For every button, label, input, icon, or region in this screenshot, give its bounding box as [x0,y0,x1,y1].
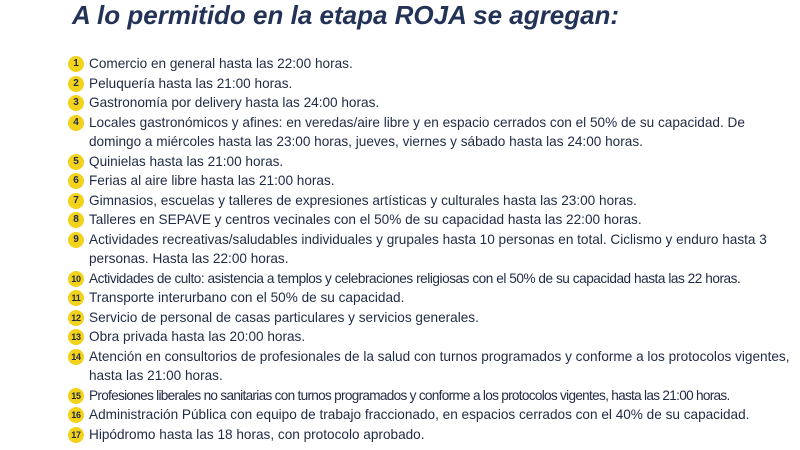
number-badge: 2 [68,76,84,92]
number-badge: 12 [68,310,84,326]
list-item [68,308,793,328]
item-text: Servicio de personal de casas particulares y servicios generales. [89,309,479,325]
list-item [68,230,793,269]
list-item [68,347,793,386]
item-text: Talleres en SEPAVE y centros vecinales con el 50% de su capacidad hasta las 22:00 horas. [89,212,642,227]
number-badge: 3 [68,95,84,111]
number-badge: 17 [68,427,84,443]
item-text: Actividades de culto: asistencia a templos y celebraciones religiosas con el 50% de su capacidad hasta las 22 horas. [89,270,741,286]
list-item [68,405,793,425]
list-item [68,386,793,406]
list-item [68,113,793,152]
list-item [68,210,793,230]
item-text: Comercio en general hasta las 22:00 horas. [89,56,353,71]
item-text: Peluquería hasta las 21:00 horas. [89,75,293,91]
list-item [68,152,793,172]
number-badge: 9 [68,232,84,248]
list-item [68,425,793,445]
list-item [68,288,793,308]
item-text: Quinielas hasta las 21:00 horas. [89,153,284,169]
item-text: Actividades recreativas/saludables individuales y grupales hasta 10 personas en total. Ciclismo y enduro hasta 3 personas. Hasta las 22:00 horas. [89,231,767,266]
item-text: Gimnasios, escuelas y talleres de expresiones artísticas y culturales hasta las 23:00 horas. [89,192,637,208]
list-item [68,54,793,74]
item-text: Transporte interurbano con el 50% de su capacidad. [89,290,405,305]
list-item [68,269,793,289]
list-item [68,171,793,191]
number-badge: 7 [68,193,84,209]
item-text: Locales gastronómicos y afines: en veredas/aire libre y en espacio cerrados con el 50% de su capacidad. De domingo a miércoles hasta las 23:00 horas, jueves, viernes y sábado hasta las 24:00 horas. [89,114,745,149]
item-text: Administración Pública con equipo de trabajo fraccionado, en espacios cerrados con el 40% de su capacidad. [89,407,750,422]
page-heading: A lo permitido en la etapa ROJA se agregan: [72,0,620,30]
list-item [68,327,793,347]
item-text: Atención en consultorios de profesionales de la salud con turnos programados y conforme a los protocolos vigentes, hasta las 21:00 horas. [89,348,790,383]
number-badge: 4 [68,115,84,131]
number-badge: 13 [68,329,84,345]
number-badge: 1 [68,56,84,72]
number-badge: 11 [68,290,84,306]
list-item [68,93,793,113]
number-badge: 5 [68,154,84,170]
number-badge: 14 [68,349,84,365]
item-text: Obra privada hasta las 20:00 horas. [89,329,306,344]
number-badge: 8 [68,212,84,228]
item-text: Hipódromo hasta las 18 horas, con protocolo aprobado. [89,426,425,442]
item-text: Ferias al aire libre hasta las 21:00 horas. [89,173,335,188]
list-item [68,191,793,211]
number-badge: 10 [68,271,84,287]
number-badge: 6 [68,173,84,189]
number-badge: 15 [68,388,84,404]
item-text: Gastronomía por delivery hasta las 24:00 horas. [89,95,380,110]
list-item [68,74,793,94]
permitted-activities-list [68,54,793,444]
number-badge: 16 [68,407,84,423]
item-text: Profesiones liberales no sanitarias con turnos programados y conforme a los protocolos vigentes, hasta las 21:00 horas. [89,387,730,403]
